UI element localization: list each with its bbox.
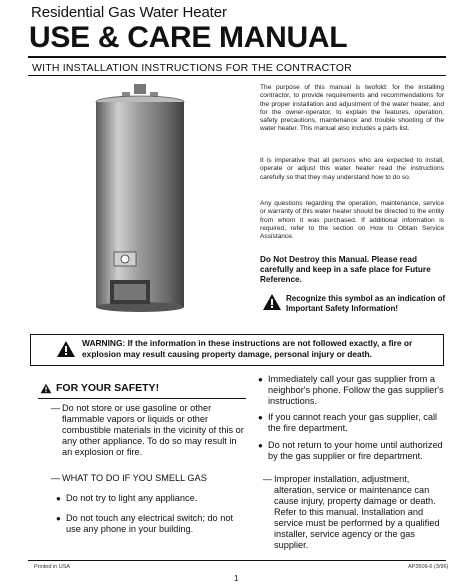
safety-item-flammables bbox=[50, 403, 246, 458]
installation-rule bbox=[28, 75, 446, 76]
title-rule bbox=[28, 56, 446, 58]
bullet-marker: ● bbox=[258, 375, 263, 384]
safety-heading-rule bbox=[38, 398, 246, 399]
footer-printed: Printed in USA bbox=[34, 564, 71, 570]
dash-marker: — bbox=[50, 403, 60, 413]
recognize-symbol-text: Recognize this symbol as an indication of Important Safety Information! bbox=[286, 294, 446, 313]
safety-item-call-supplier bbox=[258, 374, 444, 407]
safety-item-light-appliance bbox=[56, 493, 246, 504]
safety-item-text: Do not return to your home until authorized by the gas supplier or fire department. bbox=[268, 440, 443, 461]
bullet-marker: ● bbox=[258, 413, 263, 422]
safety-item-text: WHAT TO DO IF YOU SMELL GAS bbox=[62, 473, 207, 483]
page-number: 1 bbox=[234, 574, 239, 583]
warning-triangle-icon bbox=[56, 340, 76, 358]
document-subtitle: Residential Gas Water Heater bbox=[31, 4, 227, 21]
safety-item-electrical-switch bbox=[56, 513, 246, 535]
intro-paragraph-imperative: It is imperative that all persons who are expected to install, operate or adjust this water heater read the instructions carefully so that they may understand how to do so. bbox=[260, 157, 444, 181]
safety-item-smell-gas bbox=[50, 473, 246, 484]
safety-item-text: Immediately call your gas supplier from a neighbor's phone. Follow the gas supplier's instructions. bbox=[268, 374, 444, 406]
safety-item-improper-installation bbox=[262, 474, 444, 551]
safety-heading: FOR YOUR SAFETY! bbox=[56, 382, 160, 394]
warning-triangle-icon bbox=[262, 293, 282, 311]
installation-line: WITH INSTALLATION INSTRUCTIONS FOR THE CONTRACTOR bbox=[32, 62, 352, 74]
safety-item-return-home bbox=[258, 440, 444, 462]
safety-item-text: Improper installation, adjustment, alteration, service or maintenance can cause injury, property damage or death. Refer to this manual. Installation and service must be performed by a qualified installer, service agency or the gas supplier. bbox=[274, 474, 440, 550]
safety-item-text: Do not touch any electrical switch; do not use any phone in your building. bbox=[66, 513, 233, 534]
water-heater-image bbox=[88, 82, 208, 322]
footer-rule bbox=[28, 560, 446, 561]
bullet-marker: ● bbox=[258, 441, 263, 450]
safety-item-fire-department bbox=[258, 412, 444, 434]
warning-triangle-icon bbox=[40, 383, 52, 394]
safety-item-text: Do not store or use gasoline or other flammable vapors or liquids or other combustible materials in the vicinity of this or any other appliance. To do so may result in an explosion or fire. bbox=[62, 403, 244, 457]
document-title: USE & CARE MANUAL bbox=[29, 21, 348, 54]
dash-marker: — bbox=[262, 474, 272, 484]
bullet-marker: ● bbox=[56, 494, 61, 503]
safety-item-text: Do not try to light any appliance. bbox=[66, 493, 198, 503]
warning-text: WARNING: If the information in these instructions are not followed exactly, a fire or explosion may result causing property damage, personal injury or death. bbox=[82, 338, 413, 359]
intro-paragraph-questions: Any questions regarding the operation, maintenance, service or warranty of this water heater should be directed to the entity from whom it was purchased. If additional information is required, refer to the section on How to Obtain Service Assistance. bbox=[260, 200, 444, 241]
footer-part-number: AP3509-6 (3/96) bbox=[408, 564, 449, 570]
bullet-marker: ● bbox=[56, 514, 61, 523]
safety-item-text: If you cannot reach your gas supplier, call the fire department. bbox=[268, 412, 438, 433]
intro-paragraph-purpose: The purpose of this manual is twofold: for the installing contractor, to provide requirements and recommendations for the proper installation and adjustment of the water heater, and for the owner-operator, to explain the features, operation, safety precautions, maintenance and trouble shooting of the water heater. This manual also includes a parts list. bbox=[260, 84, 444, 133]
do-not-destroy-notice: Do Not Destroy this Manual. Please read carefully and keep in a safe place for Future Reference. bbox=[260, 255, 431, 284]
dash-marker: — bbox=[50, 473, 60, 483]
